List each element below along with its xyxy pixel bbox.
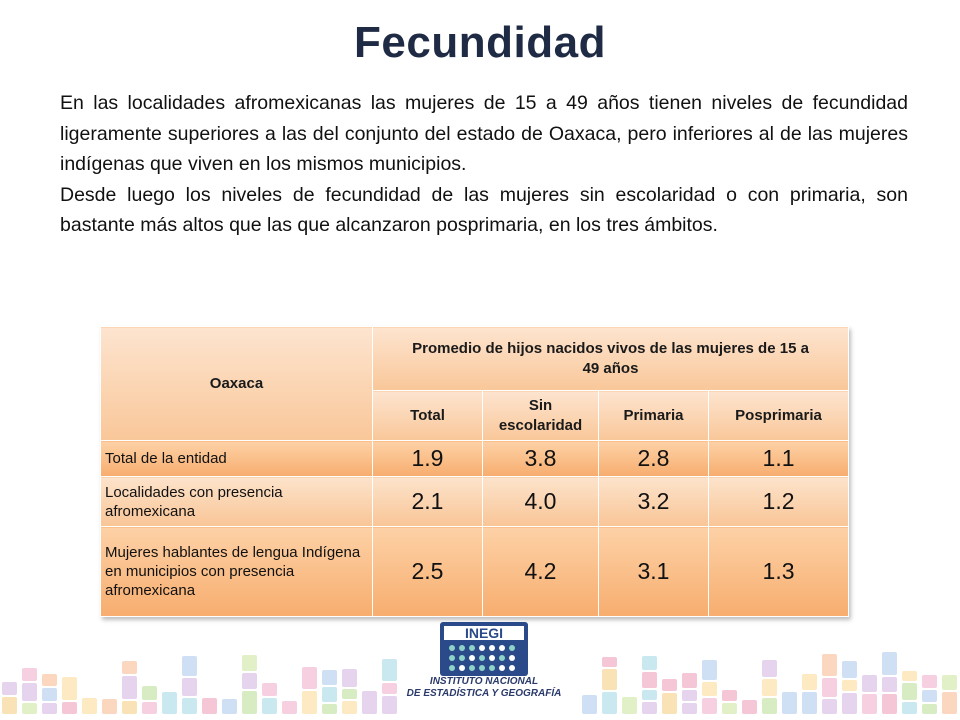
decor-bar — [642, 690, 657, 700]
decor-bar — [322, 687, 337, 702]
decor-bar — [382, 683, 397, 694]
decor-bar — [262, 683, 277, 696]
decor-bar — [922, 690, 937, 702]
decor-bar — [762, 698, 777, 714]
decor-bar — [722, 703, 737, 714]
cell-value: 3.8 — [483, 441, 599, 477]
cell-value: 1.1 — [709, 441, 849, 477]
decor-bar — [342, 669, 357, 687]
cell-value: 1.2 — [709, 477, 849, 527]
decor-bar — [942, 692, 957, 714]
decor-bar — [322, 670, 337, 685]
decor-bar — [582, 695, 597, 714]
decor-bar — [42, 703, 57, 714]
column-header-sin-escolaridad: Sin escolaridad — [483, 391, 599, 441]
decor-bar — [102, 699, 117, 714]
decor-bar — [722, 690, 737, 701]
decor-bar — [202, 698, 217, 714]
group-header: Promedio de hijos nacidos vivos de las mujeres de 15 a 49 años — [373, 327, 849, 391]
column-header-primaria: Primaria — [599, 391, 709, 441]
decor-bar — [382, 659, 397, 681]
slide-title: Fecundidad — [354, 18, 606, 67]
decor-bar — [262, 698, 277, 714]
decor-bar — [702, 660, 717, 680]
decor-bar — [122, 701, 137, 714]
decor-bar — [902, 702, 917, 714]
decor-bar — [62, 702, 77, 714]
decor-bar — [942, 675, 957, 690]
decor-bar — [802, 674, 817, 690]
decor-bar — [142, 686, 157, 700]
decor-bar — [142, 702, 157, 714]
table-row — [101, 527, 849, 617]
decor-bar — [342, 689, 357, 699]
cell-value: 2.8 — [599, 441, 709, 477]
logo-line-1: INSTITUTO NACIONAL — [429, 676, 539, 687]
decor-bar — [902, 671, 917, 681]
row-label: Localidades con presencia afromexicana — [101, 477, 373, 527]
decor-bar — [902, 683, 917, 700]
column-header-total: Total — [373, 391, 483, 441]
decor-bar — [682, 673, 697, 688]
decor-bar — [62, 677, 77, 700]
cell-value: 1.9 — [373, 441, 483, 477]
decor-bar — [922, 704, 937, 714]
logo-wordmark: INEGI — [464, 625, 504, 641]
decor-bar — [862, 694, 877, 714]
decor-bar — [122, 661, 137, 674]
decor-bar — [302, 667, 317, 689]
decor-bar — [662, 693, 677, 714]
decor-bar — [322, 704, 337, 714]
decor-bar — [162, 692, 177, 714]
row-label: Total de la entidad — [101, 441, 373, 477]
paragraph-1: En las localidades afromexicanas las mujeres de 15 a 49 años tienen niveles de fecundidad ligeramente superiores a las del conjunto del estado de Oaxaca, pero inferiores al de las mujeres indígenas que viven en los mismos municipios. — [60, 92, 908, 175]
decor-bar — [2, 697, 17, 714]
decor-bar — [682, 690, 697, 701]
decor-bar — [842, 693, 857, 714]
fertility-table — [100, 326, 849, 617]
column-header-posprimaria: Posprimaria — [709, 391, 849, 441]
decor-bar — [842, 661, 857, 678]
decor-bar — [22, 683, 37, 701]
cell-value: 3.2 — [599, 477, 709, 527]
decor-bar — [282, 701, 297, 714]
decor-bar — [702, 698, 717, 714]
decor-bar — [182, 678, 197, 696]
decor-bar — [642, 702, 657, 714]
paragraph-2: Desde luego los niveles de fecundidad de las mujeres sin escolaridad o con primaria, son bastante más altos que las que alcanzaron posprimaria, en los tres ámbitos. — [60, 183, 908, 236]
decor-bar — [342, 701, 357, 714]
cell-value: 2.1 — [373, 477, 483, 527]
decor-bar — [702, 682, 717, 696]
decor-bar — [682, 703, 697, 714]
decor-bar — [842, 680, 857, 691]
decor-bar — [882, 694, 897, 714]
cell-value: 4.0 — [483, 477, 599, 527]
decor-bar — [622, 697, 637, 714]
decor-bar — [822, 678, 837, 697]
cell-value: 2.5 — [373, 527, 483, 617]
corner-header: Oaxaca — [101, 327, 373, 441]
decor-bar — [602, 669, 617, 690]
cell-value: 4.2 — [483, 527, 599, 617]
decor-bar — [742, 700, 757, 714]
decor-bar — [882, 677, 897, 692]
body-text — [60, 88, 908, 241]
decor-bar — [662, 679, 677, 691]
decor-bar — [762, 660, 777, 677]
row-label: Mujeres hablantes de lengua Indígena en municipios con presencia afromexicana — [101, 527, 373, 617]
decor-bar — [182, 698, 197, 714]
logo-line-2: DE ESTADÍSTICA Y GEOGRAFÍA — [406, 688, 562, 699]
decor-bar — [762, 679, 777, 696]
decor-bar — [882, 652, 897, 675]
decor-bar — [222, 699, 237, 714]
cell-value: 1.3 — [709, 527, 849, 617]
inegi-logo-icon — [438, 620, 530, 678]
decor-bar — [42, 674, 57, 686]
decor-bar — [862, 675, 877, 692]
decor-bar — [122, 676, 137, 699]
decor-bar — [242, 655, 257, 671]
decor-bar — [822, 699, 837, 714]
decor-bar — [182, 656, 197, 676]
cell-value: 3.1 — [599, 527, 709, 617]
decor-bar — [782, 692, 797, 714]
decor-bar — [82, 698, 97, 714]
decor-bar — [242, 691, 257, 714]
decor-bar — [382, 696, 397, 714]
decor-bar — [802, 692, 817, 714]
decor-bar — [42, 688, 57, 701]
decor-bar — [822, 654, 837, 676]
decor-bar — [22, 668, 37, 681]
decor-bar — [602, 657, 617, 667]
table-row — [101, 441, 849, 477]
decor-bar — [2, 682, 17, 695]
decor-bar — [922, 675, 937, 688]
decor-bar — [642, 656, 657, 670]
decor-bar — [242, 673, 257, 689]
table-row — [101, 477, 849, 527]
decor-bar — [22, 703, 37, 714]
decor-bar — [602, 692, 617, 714]
logo-caption — [404, 676, 564, 700]
decor-bar — [362, 691, 377, 714]
decor-bar — [642, 672, 657, 688]
decor-bar — [302, 691, 317, 714]
